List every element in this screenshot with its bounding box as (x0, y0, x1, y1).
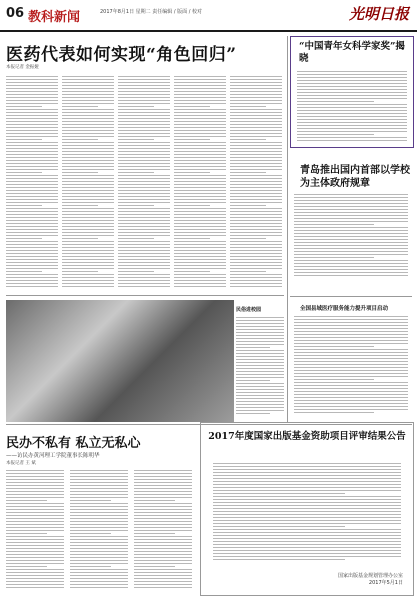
bottom-article-column-3 (134, 470, 192, 592)
right-box-article (290, 36, 414, 148)
bottom-article-column-1 (6, 470, 64, 592)
bottom-article-column-2 (70, 470, 128, 592)
main-article (6, 36, 284, 292)
divider (287, 36, 288, 422)
main-article-column-2 (62, 76, 114, 290)
issue-info: 2017年8月1日 星期二 责任编辑 / 版面 / 校对 (100, 9, 202, 15)
clinic-title: 全国县域医疗服务能力提升项目启动 (300, 306, 389, 312)
photo-caption-title: 民俗进校园 (236, 307, 262, 313)
notice-title: 2017年度国家出版基金资助项目评审结果公告 (208, 431, 406, 442)
main-article-column-4 (174, 76, 226, 290)
qingdao-article (290, 160, 412, 280)
page-number: 06 (6, 6, 25, 21)
notice-org (338, 573, 403, 587)
qingdao-text (294, 194, 408, 278)
main-article-column-5 (230, 76, 282, 290)
notice-date: 2017年5月1日 (368, 580, 403, 586)
notice-box (200, 422, 414, 596)
photo-caption-text (236, 317, 284, 417)
masthead (0, 0, 417, 32)
main-byline: 本报记者 金振娅 (6, 65, 39, 70)
clinic-text (294, 316, 408, 416)
main-article-column-3 (118, 76, 170, 290)
main-headline: 医药代表如何实现“角色回归” (6, 45, 237, 65)
right-box-text (297, 71, 407, 143)
bottom-byline: 本报记者 王 斌 (6, 461, 36, 466)
main-article-column-1 (6, 76, 58, 290)
news-photo (6, 300, 234, 422)
photo-caption-box (236, 300, 284, 422)
divider (290, 296, 412, 297)
notice-org-name: 国家出版基金规划管理办公室 (337, 573, 403, 579)
newspaper-logo: 光明日报 (348, 5, 409, 23)
bottom-subheadline: ——访民办黄河理工学院董事长陈明华 (6, 453, 100, 459)
notice-text (213, 463, 401, 563)
bottom-article (6, 426, 196, 594)
divider (6, 295, 284, 296)
section-name: 教科新闻 (28, 10, 81, 25)
clinic-article (290, 300, 412, 420)
qingdao-title: 青岛推出国内首部以学校为主体政府规章 (300, 165, 410, 189)
bottom-headline: 民办不私有 私立无私心 (6, 436, 141, 451)
right-box-title: “中国青年女科学家奖”揭晓 (299, 41, 405, 64)
